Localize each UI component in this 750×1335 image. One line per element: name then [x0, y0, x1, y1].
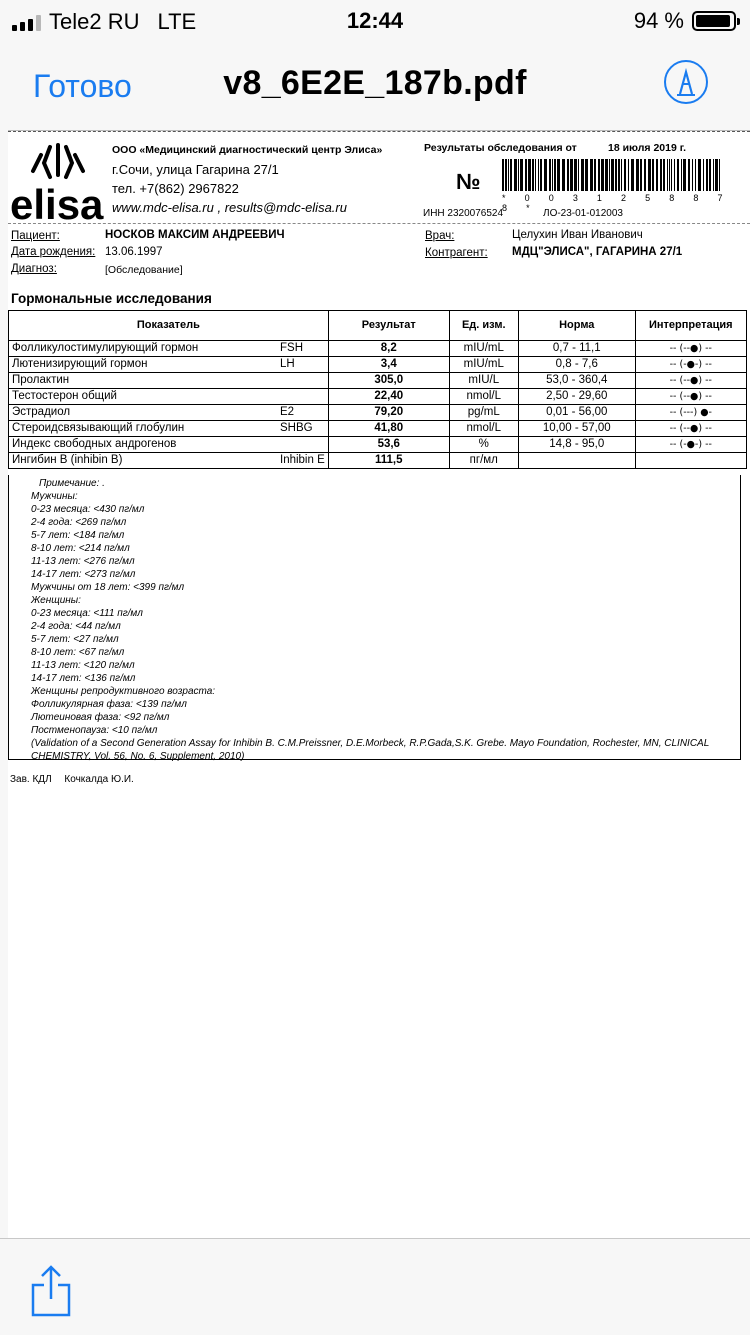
barcode-bar: [671, 159, 672, 191]
result-value: 41,80: [328, 421, 449, 437]
indicator-name: Индекс свободных андрогенов: [9, 437, 278, 453]
header-divider: [8, 223, 750, 224]
patient-name: НОСКОВ МАКСИМ АНДРЕЕВИЧ: [105, 229, 285, 241]
barcode-bar: [538, 159, 539, 191]
barcode-bar: [652, 159, 654, 191]
result-value: 79,20: [328, 405, 449, 421]
barcode-bar: [544, 159, 547, 191]
share-icon[interactable]: [30, 1263, 72, 1324]
barcode-bar: [674, 159, 675, 191]
barcode-bar: [713, 159, 714, 191]
header-indicator: Показатель: [9, 311, 329, 341]
barcode-digits: * 0 0 3 1 2 5 8 8 7 8 *: [502, 193, 731, 213]
barcode-bar: [660, 159, 662, 191]
signature-role: Зав. КДЛ: [10, 774, 52, 785]
barcode-bar: [502, 159, 504, 191]
table-row: [9, 389, 747, 405]
barcode-bar: [628, 159, 629, 191]
note-line: 14-17 лет: <136 пг/мл: [31, 673, 136, 684]
note-line: Лютеиновая фаза: <92 пг/мл: [31, 712, 170, 723]
norm-range: 0,01 - 56,00: [518, 405, 635, 421]
result-value: 8,2: [328, 341, 449, 357]
barcode-bar: [719, 159, 720, 191]
document-title: v8_6E2E_187b.pdf: [223, 64, 527, 102]
battery-percent: 94 %: [633, 8, 684, 33]
indicator-name: Эстрадиол: [9, 405, 278, 421]
indicator-code: [277, 373, 328, 389]
barcode-bar: [677, 159, 679, 191]
note-line: 0-23 месяца: <111 пг/мл: [31, 608, 143, 619]
org-info: [112, 141, 382, 217]
barcode-bar: [631, 159, 634, 191]
barcode-bar: [715, 159, 718, 191]
barcode-bar: [656, 159, 658, 191]
barcode-bar: [540, 159, 542, 191]
interpretation-scale: -- (-●-) --: [635, 357, 746, 373]
note-line: 8-10 лет: <67 пг/мл: [31, 647, 125, 658]
org-phone: тел. +7(862) 2967822: [112, 181, 239, 196]
header-norm: Норма: [518, 311, 635, 341]
note-line: Фолликулярная фаза: <139 пг/мл: [31, 699, 187, 710]
note-line: Примечание: .: [39, 478, 105, 489]
unit-value: nmol/L: [449, 389, 518, 405]
barcode-bar: [567, 159, 569, 191]
indicator-name: Лютенизирующий гормон: [9, 357, 278, 373]
unit-value: mIU/mL: [449, 357, 518, 373]
note-line: 0-23 месяца: <430 пг/мл: [31, 504, 145, 515]
barcode-bar: [581, 159, 584, 191]
barcode-bar: [648, 159, 651, 191]
note-line: Мужчины:: [31, 491, 78, 502]
elisa-logo: [8, 143, 108, 223]
barcode-bar: [615, 159, 617, 191]
barcode-bar: [520, 159, 523, 191]
diagnosis-value: [Обследование]: [105, 264, 183, 276]
table-row: [9, 357, 747, 373]
logo-text: elisa: [10, 181, 104, 225]
table-row: [9, 453, 747, 469]
indicator-name: Пролактин: [9, 373, 278, 389]
doctor-label: Врач:: [425, 230, 455, 242]
barcode-bar: [518, 159, 519, 191]
barcode-bar: [706, 159, 708, 191]
note-line: 5-7 лет: <27 пг/мл: [31, 634, 119, 645]
barcode-bar: [609, 159, 610, 191]
barcode-bar: [667, 159, 668, 191]
note-line: 14-17 лет: <273 пг/мл: [31, 569, 136, 580]
barcode-bar: [590, 159, 593, 191]
barcode-bar: [663, 159, 665, 191]
barcode-bar: [636, 159, 639, 191]
barcode-bar: [562, 159, 565, 191]
top-dashed-line: [8, 131, 750, 132]
table-row: [9, 405, 747, 421]
barcode-bar: [528, 159, 531, 191]
contractor-name: МДЦ"ЭЛИСА", ГАГАРИНА 27/1: [512, 246, 683, 258]
barcode-bar: [552, 159, 553, 191]
bottom-toolbar: [0, 1238, 750, 1335]
notes-box: [8, 475, 741, 760]
indicator-code: Inhibin E: [277, 453, 328, 469]
inn: ИНН 2320076524: [423, 208, 504, 219]
interpretation-scale: -- (--●) --: [635, 421, 746, 437]
diagnosis-label: Диагноз:: [11, 263, 57, 275]
carrier: Tele2 RU: [49, 9, 140, 34]
note-line: 8-10 лет: <214 пг/мл: [31, 543, 130, 554]
interpretation-scale: -- (---) ●-: [635, 405, 746, 421]
table-row: [9, 437, 747, 453]
note-line: Женщины репродуктивного возраста:: [31, 686, 216, 697]
note-line: 5-7 лет: <184 пг/мл: [31, 530, 125, 541]
nav-bar: [0, 40, 750, 128]
barcode-bar: [578, 159, 579, 191]
barcode-bar: [605, 159, 608, 191]
birth-date: 13.06.1997: [105, 246, 163, 258]
markup-pen-icon[interactable]: [664, 60, 708, 104]
barcode-bar: [598, 159, 600, 191]
barcode-bar: [611, 159, 614, 191]
barcode: [502, 159, 724, 196]
barcode-bar: [618, 159, 620, 191]
barcode-bar: [601, 159, 604, 191]
barcode-bar: [692, 159, 693, 191]
barcode-bar: [681, 159, 682, 191]
unit-value: пг/мл: [449, 453, 518, 469]
birth-label: Дата рождения:: [11, 246, 96, 258]
signature: [10, 774, 134, 785]
unit-value: nmol/L: [449, 421, 518, 437]
org-address: г.Сочи, улица Гагарина 27/1: [112, 162, 279, 177]
barcode-bar: [557, 159, 560, 191]
org-name: ООО «Медицинский диагностический центр Элиса»: [112, 144, 383, 156]
barcode-bar: [570, 159, 573, 191]
result-value: 53,6: [328, 437, 449, 453]
barcode-bar: [510, 159, 512, 191]
result-value: 305,0: [328, 373, 449, 389]
indicator-code: SHBG: [277, 421, 328, 437]
result-value: 22,40: [328, 389, 449, 405]
indicator-code: E2: [277, 405, 328, 421]
header-unit: Ед. изм.: [449, 311, 518, 341]
note-line: Постменопауза: <10 пг/мл: [31, 725, 158, 736]
unit-value: pg/mL: [449, 405, 518, 421]
indicator-code: FSH: [277, 341, 328, 357]
barcode-bar: [624, 159, 626, 191]
results-date: 18 июля 2019 г.: [608, 142, 686, 154]
org-web: www.mdc-elisa.ru , results@mdc-elisa.ru: [112, 200, 347, 215]
pdf-page[interactable]: [8, 130, 750, 1239]
barcode-bar: [514, 159, 517, 191]
indicator-code: LH: [277, 357, 328, 373]
indicator-name: Фолликулостимулирующий гормон: [9, 341, 278, 357]
barcode-bar: [535, 159, 536, 191]
barcode-bar: [554, 159, 556, 191]
barcode-bar: [688, 159, 690, 191]
note-line: 2-4 года: <44 пг/мл: [31, 621, 121, 632]
indicator-name: Ингибин В (inhibin B): [9, 453, 278, 469]
number-label: №: [456, 169, 481, 194]
patient-label: Пациент:: [11, 230, 60, 242]
table-row: [9, 421, 747, 437]
table-row: [9, 341, 747, 357]
barcode-bar: [698, 159, 701, 191]
indicator-code: [277, 437, 328, 453]
barcode-bar: [525, 159, 527, 191]
barcode-bar: [585, 159, 588, 191]
barcode-bar: [644, 159, 646, 191]
status-bar: [0, 0, 750, 40]
signature-name: Кочкалда Ю.И.: [64, 774, 134, 785]
header-result: Результат: [328, 311, 449, 341]
clock: 12:44: [346, 8, 404, 33]
note-line: Женщины:: [31, 595, 81, 606]
unit-value: %: [449, 437, 518, 453]
note-line: 2-4 года: <269 пг/мл: [31, 517, 127, 528]
battery-icon: [692, 11, 736, 31]
table-header-row: [9, 311, 747, 341]
result-value: 111,5: [328, 453, 449, 469]
interpretation-scale: -- (-●-) --: [635, 437, 746, 453]
note-line: 11-13 лет: <276 пг/мл: [31, 556, 135, 567]
header-interpretation: Интерпретация: [635, 311, 746, 341]
barcode-bar: [594, 159, 596, 191]
norm-range: 14,8 - 95,0: [518, 437, 635, 453]
barcode-bar: [549, 159, 551, 191]
interpretation-scale: [635, 453, 746, 469]
interpretation-scale: -- (--●) --: [635, 389, 746, 405]
barcode-bar: [574, 159, 577, 191]
unit-value: mIU/mL: [449, 341, 518, 357]
results-title: Результаты обследования от: [424, 142, 577, 154]
indicator-name: Тестостерон общий: [9, 389, 278, 405]
barcode-bar: [532, 159, 534, 191]
barcode-bar: [695, 159, 696, 191]
contractor-label: Контрагент:: [425, 247, 488, 259]
barcode-bar: [703, 159, 704, 191]
note-line: 11-13 лет: <120 пг/мл: [31, 660, 135, 671]
barcode-bar: [709, 159, 711, 191]
note-line: (Validation of a Second Generation Assay for Inhibin B. C.M.Preissner, D.E.Morbeck, R.P.Gada,S.K. Grebe. Mayo Foundation, Rochester, MN, CLINICAL CHEMISTRY, Vol. 56, No. 6, Supplement, 2010): [31, 738, 710, 762]
done-button[interactable]: Готово: [33, 68, 132, 104]
unit-value: mIU/L: [449, 373, 518, 389]
doctor-name: Целухин Иван Иванович: [512, 229, 643, 241]
interpretation-scale: -- (--●) --: [635, 373, 746, 389]
norm-range: 53,0 - 360,4: [518, 373, 635, 389]
network-type: LTE: [157, 9, 197, 34]
note-line: Мужчины от 18 лет: <399 пг/мл: [31, 582, 185, 593]
indicator-code: [277, 389, 328, 405]
barcode-bar: [505, 159, 507, 191]
norm-range: 0,8 - 7,6: [518, 357, 635, 373]
barcode-bar: [508, 159, 509, 191]
table-row: [9, 373, 747, 389]
barcode-bar: [683, 159, 686, 191]
section-title: Гормональные исследования: [11, 291, 212, 306]
barcode-bar: [669, 159, 670, 191]
interpretation-scale: -- (--●) --: [635, 341, 746, 357]
norm-range: 0,7 - 11,1: [518, 341, 635, 357]
result-value: 3,4: [328, 357, 449, 373]
license-number: ЛО-23-01-012003: [543, 208, 623, 219]
norm-range: [518, 453, 635, 469]
indicator-name: Стероидсвязывающий глобулин: [9, 421, 278, 437]
barcode-bar: [621, 159, 622, 191]
barcode-bar: [640, 159, 642, 191]
norm-range: 2,50 - 29,60: [518, 389, 635, 405]
norm-range: 10,00 - 57,00: [518, 421, 635, 437]
results-table: [8, 310, 747, 469]
